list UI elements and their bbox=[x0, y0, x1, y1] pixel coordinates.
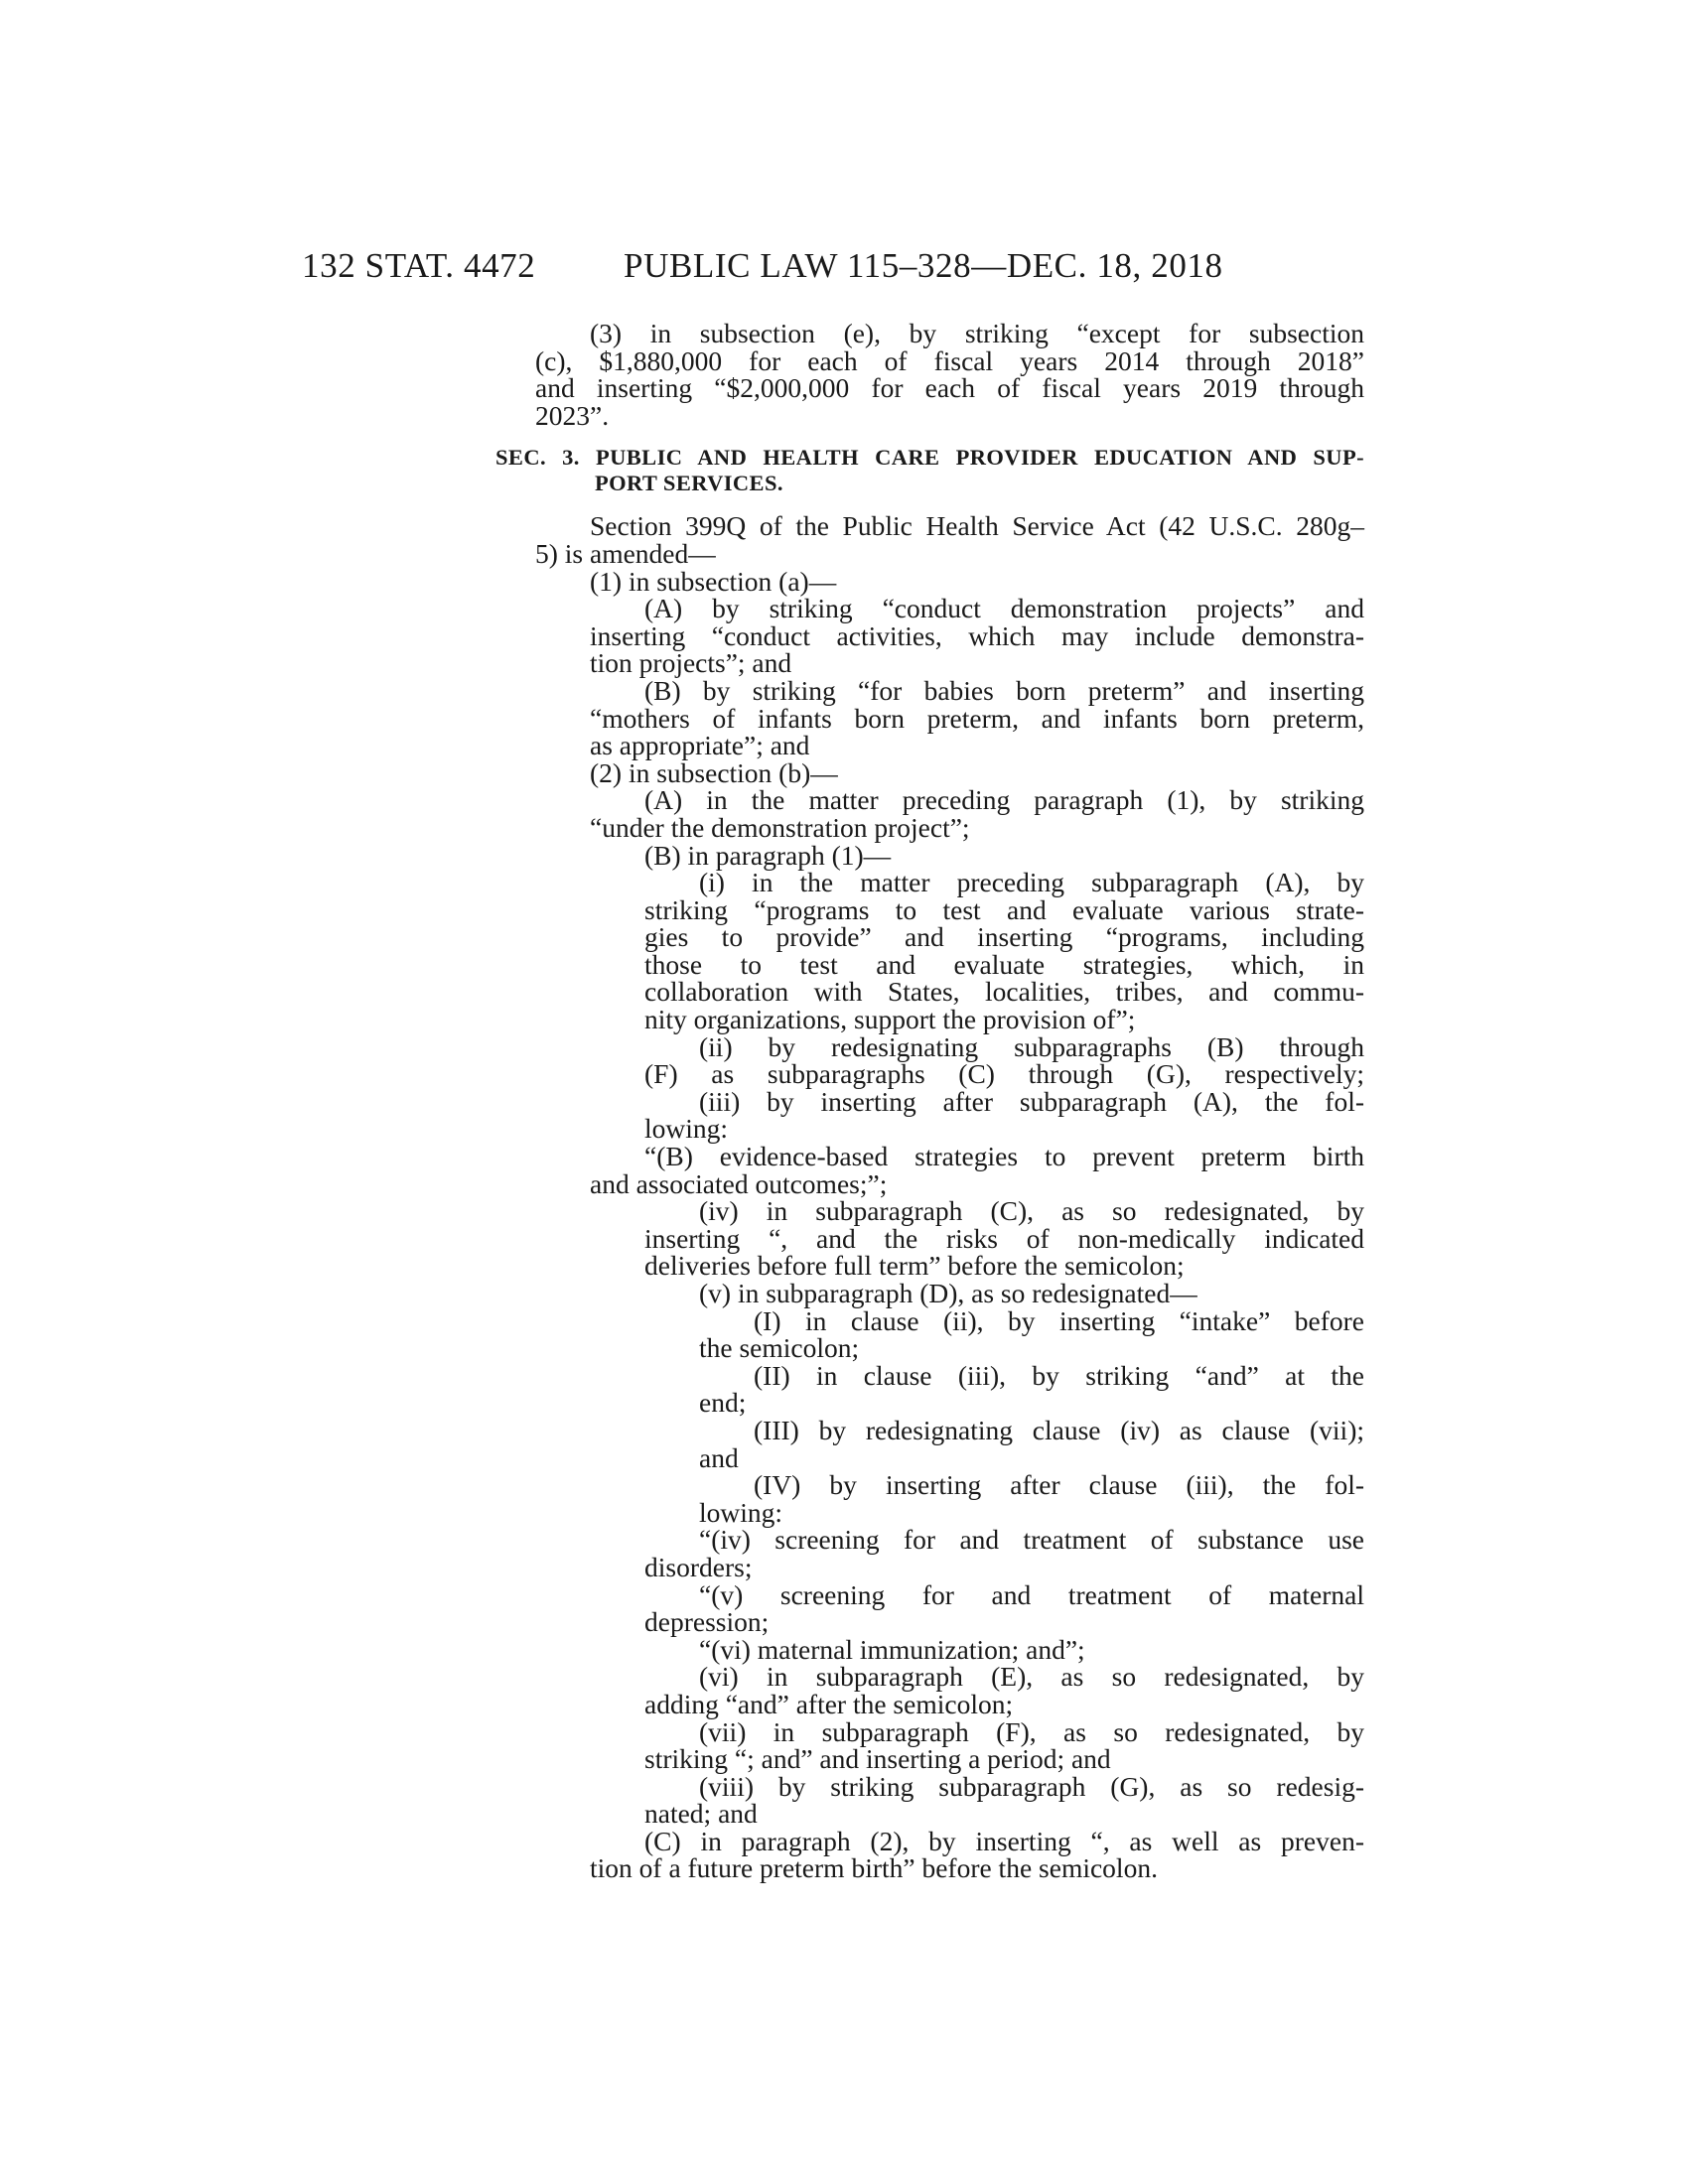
text-line: tion of a future preterm birth” before the semicolon. bbox=[590, 1852, 1158, 1884]
text-line: and associated outcomes;”; bbox=[590, 1167, 888, 1199]
text-line: as appropriate”; and bbox=[590, 730, 810, 761]
text-line: (2) in subsection (b)— bbox=[590, 756, 838, 788]
document-body bbox=[495, 318, 1364, 1884]
text-line: (B) by striking “for babies born preterm” and inserting bbox=[644, 674, 1364, 706]
text-line: (iv) in subparagraph (C), as so redesignated, by bbox=[699, 1195, 1364, 1227]
text-line: (IV) by inserting after clause (iii), the fol- bbox=[754, 1469, 1364, 1501]
text-line: (vi) in subparagraph (E), as so redesignated, by bbox=[699, 1661, 1364, 1693]
text-line: striking “; and” and inserting a period; and bbox=[644, 1743, 1111, 1775]
text-line: inserting “, and the risks of non-medically indicated bbox=[644, 1222, 1364, 1254]
text-line: tion projects”; and bbox=[590, 647, 792, 679]
text-line: (III) by redesignating clause (iv) as clause (vii); bbox=[754, 1414, 1364, 1445]
text-line: collaboration with States, localities, tribes, and commu- bbox=[644, 976, 1364, 1008]
text-line: those to test and evaluate strategies, which, in bbox=[644, 948, 1364, 980]
text-line: inserting “conduct activities, which may include demonstra- bbox=[590, 619, 1364, 651]
text-line: (A) in the matter preceding paragraph (1), by striking bbox=[644, 784, 1364, 816]
text-line: (iii) by inserting after subparagraph (A), the fol- bbox=[699, 1085, 1364, 1117]
text-line: (F) as subparagraphs (C) through (G), respectively; bbox=[644, 1058, 1364, 1090]
text-line: 2023”. bbox=[535, 399, 610, 431]
text-line: depression; bbox=[644, 1606, 770, 1638]
text-line: “(v) screening for and treatment of maternal bbox=[699, 1578, 1364, 1610]
running-header: PUBLIC LAW 115–328—DEC. 18, 2018 bbox=[624, 246, 1223, 285]
text-line: (i) in the matter preceding subparagraph (A), by bbox=[699, 867, 1364, 898]
text-line: (ii) by redesignating subparagraphs (B) through bbox=[699, 1030, 1364, 1062]
page-reference: 132 STAT. 4472 bbox=[302, 246, 536, 285]
text-line: deliveries before full term” before the semicolon; bbox=[644, 1250, 1185, 1282]
text-line: nated; and bbox=[644, 1798, 758, 1830]
text-line: “mothers of infants born preterm, and infants born preterm, bbox=[590, 702, 1364, 734]
section-heading bbox=[495, 445, 1364, 496]
text-line: (c), $1,880,000 for each of fiscal years 2014 through 2018” bbox=[535, 344, 1364, 376]
text-line: and inserting “$2,000,000 for each of fiscal years 2019 through bbox=[535, 372, 1364, 404]
text-line: (vii) in subparagraph (F), as so redesignated, by bbox=[699, 1715, 1364, 1747]
text-line: (A) by striking “conduct demonstration projects” and bbox=[644, 593, 1364, 624]
text-line: lowing: bbox=[699, 1496, 783, 1528]
text-line: and bbox=[699, 1441, 739, 1473]
text-line: (C) in paragraph (2), by inserting “, as well as preven- bbox=[644, 1825, 1364, 1856]
text-line: Section 399Q of the Public Health Service Act (42 U.S.C. 280g– bbox=[590, 510, 1364, 542]
text-line: disorders; bbox=[644, 1551, 753, 1582]
text-line: (II) in clause (iii), by striking “and” at the bbox=[754, 1359, 1364, 1391]
text-line: (1) in subsection (a)— bbox=[590, 565, 837, 597]
text-line: the semicolon; bbox=[699, 1332, 860, 1364]
text-line: gies to provide” and inserting “programs, including bbox=[644, 921, 1364, 953]
text-line: lowing: bbox=[644, 1113, 729, 1145]
text-line: “(B) evidence-based strategies to prevent preterm birth bbox=[644, 1141, 1364, 1172]
text-line: (v) in subparagraph (D), as so redesignated— bbox=[699, 1278, 1197, 1308]
text-line: nity organizations, support the provision of”; bbox=[644, 1004, 1136, 1035]
text-line: (viii) by striking subparagraph (G), as so redesig- bbox=[699, 1770, 1364, 1802]
text-line: 5) is amended— bbox=[535, 537, 716, 569]
section-heading-line: PORT SERVICES. bbox=[595, 471, 783, 496]
text-line: “(iv) screening for and treatment of substance use bbox=[699, 1524, 1364, 1556]
text-line: adding “and” after the semicolon; bbox=[644, 1688, 1014, 1719]
text-line: (3) in subsection (e), by striking “except for subsection bbox=[590, 318, 1364, 348]
text-line: striking “programs to test and evaluate various strate- bbox=[644, 893, 1364, 925]
text-line: (B) in paragraph (1)— bbox=[644, 839, 892, 871]
text-line: end; bbox=[699, 1387, 747, 1419]
text-line: “under the demonstration project”; bbox=[590, 811, 970, 843]
section-heading-line: SEC. 3. PUBLIC AND HEALTH CARE PROVIDER EDUCATION AND SUP- bbox=[495, 445, 1364, 471]
text-line: “(vi) maternal immunization; and”; bbox=[699, 1633, 1085, 1665]
text-line: (I) in clause (ii), by inserting “intake” before bbox=[754, 1304, 1364, 1336]
